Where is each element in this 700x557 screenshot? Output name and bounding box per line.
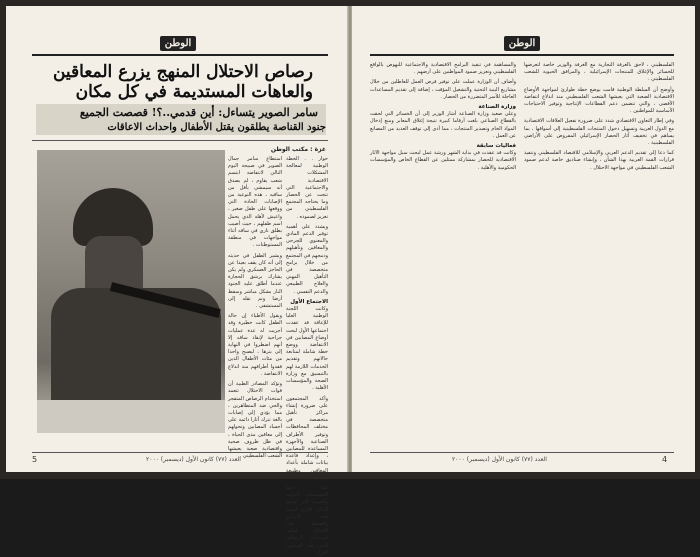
issue-footer: العدد (٧٧) كانون الأول (ديسمبر) ٢٠٠٠ xyxy=(146,456,241,463)
soldier-photo xyxy=(37,150,225,433)
article-column-left xyxy=(370,62,516,446)
paragraph: وأوضح أن السلطة الوطنية قامت بوضع خطة طوارئ لمواجهة الأوضاع الاقتصادية الصعبة التي يعيشها الشعب الفلسطيني منذ اندلاع انتفاضة الأقصى ، والتي تتضمن دعم القطاعات الإنتاجية وتوفير الاحتياجات الأساسية للمواطنين . xyxy=(524,86,674,115)
paragraph: ويشدد على أهمية توفير الدعم المادي والمعنوي للجرحى والمعاقين وتأهيلهم ودمجهم في المجتمع من خلال برامج متخصصة في التأهيل المهني والعلاج الطبيعي والدعم النفسي . xyxy=(285,223,328,295)
paragraph: وتؤكد المصادر الطبية أن قوات الاحتلال تتعمد استخدام الرصاص المتفجر والحي ضد المتظاهرين ، مما يؤدي إلى إصابات بالغة تترك آثارا دائمة على أجساد المصابين وتحولهم إلى معاقين مدى الحياة ، في ظل ظروف صحية واقتصادية صعبة يعيشها الشعب الفلسطيني . xyxy=(228,381,282,460)
paragraph: استطاع سامر جمال الصوير في صبيحة اليوم التالي لانتفاضة ابتسم شعب يقاوم ، لم يصدق أنه سيمشي بأقل من ساقيه ، هذه النوعية من الإصابات الحادة التي ووقعها على طفل صغير ، واعيش لأهله الذي يحمل اسم طفلهم ، حيث أصيب بطلق ناري في ساقه أثناء مواجهات في منطقة المستوطنات . xyxy=(228,156,282,249)
magazine-logo: الوطن xyxy=(160,36,196,51)
magazine-logo: الوطن xyxy=(504,36,540,51)
header-rule xyxy=(370,54,674,56)
section-heading: وزارة الصناعة xyxy=(478,104,516,111)
paragraph: ويقول الأطباء إن حالة الطفل كانت خطيرة وقد أجريت له عدة عمليات جراحية لإنقاذ ساقه إلا أنهم اضطروا في النهاية إلى بترها ، ليصبح واحدا من مئات الأطفال الذين فقدوا أطرافهم منذ اندلاع الانتفاضة . xyxy=(228,313,282,377)
footer-rule xyxy=(370,452,674,453)
article-byline: غزة : مكتب الوطن xyxy=(270,146,326,153)
article-subhead-1: سامر الصوير يتساءل: أين قدمي..؟! قصصت الجميع xyxy=(79,106,318,119)
section-heading: فعاليات سابقة xyxy=(476,143,516,150)
paragraph: كما دعوا المؤسسات الدولية والعربية إلى تقديم الدعم اللازم لتنفيذ هذه البرامج والضغط على الاحتلال لوقف استخدام الرصاص الحي ضد المدنيين العزل . xyxy=(286,484,328,556)
right-page xyxy=(352,6,695,472)
subhead-rule xyxy=(32,140,328,141)
paragraph: ويشير الطفل في حديثه إلى أنه كان يقف بعيدا عن الحاجز العسكري ولم يكن يشارك برشق الحجارة عندما أطلق عليه الجنود النار بشكل مباشر وسقط أرضا وتم نقله إلى المستشفى . xyxy=(228,252,282,310)
page-number: 4 xyxy=(662,455,668,464)
section-heading: الاجتماع الأول xyxy=(290,298,328,305)
paragraph: وفي إطار التعاون الاقتصادي شدد على ضرورة تفعيل العلاقات الاقتصادية مع الدول العربية وتسهيل دخول المنتجات الفلسطينية إلى أسواقها ، بما يساهم في تخفيف آثار الحصار الإسرائيلي المفروض على الأراضي الفلسطينية . xyxy=(524,118,674,147)
page-number: 5 xyxy=(32,455,38,464)
header-rule xyxy=(32,54,328,56)
article-headline: رصاص الاحتلال المنهج يزرع المعاقين والعاهات المستديمة في كل مكان xyxy=(52,62,313,102)
paragraph: الفلسطيني ، لاحق بالغرفة التجارية مع الغرفة والوزير خاصة لتعرضها للخسائر والإغلاق للمنتجات الإسرائيلية ، والمرافق الحيوية للشعب الفلسطيني . xyxy=(524,62,674,83)
paragraph: والمساهمة في تنفيذ البرامج الاقتصادية والاجتماعية للنهوض بالواقع الفلسطيني وتعزيز صمود المواطنين على أرضهم . xyxy=(370,62,516,76)
left-page xyxy=(6,6,349,556)
paragraph: وأضاف أن الوزارة عملت على توفير فرص العمل للعاطلين من خلال مشاريع البنية التحتية والتشغيل المؤقت ، إضافة إلى تقديم المساعدات العاجلة للأسر المتضررة من الحصار . xyxy=(370,79,516,100)
footer-rule xyxy=(32,452,328,453)
paragraph: وعلى صعيد وزارة الصناعة أشار الوزير إلى أن الخسائر التي لحقت بالقطاع الصناعي بلغت أرقاما كبيرة نتيجة إغلاق المعابر ومنع إدخال المواد الخام وتصدير المنتجات ، مما أدى إلى توقف العديد من المصانع عن العمل . xyxy=(370,111,516,139)
paragraph: وكانت قد عقدت في بداية الشهر ورشة عمل لبحث سبل مواجهة الآثار الاقتصادية للحصار بمشاركة ممثلين عن القطاع الخاص والمؤسسات الحكومية والأهلية . xyxy=(370,150,516,171)
article-subhead-2: جنود القناصة يطلقون يقتل الأطفال واحداث الاعاقات xyxy=(107,122,326,133)
paragraph: كما دعا إلى تقديم الدعم العربي والإسلامي للاقتصاد الفلسطيني وتنفيذ قرارات القمة العربية بهذا الشأن ، وإنشاء صناديق خاصة لدعم صمود الشعب الفلسطيني في مواجهة الاحتلال . xyxy=(524,150,674,171)
article-column-middle xyxy=(228,156,282,460)
issue-footer: العدد (٧٧) كانون الأول (ديسمبر) ٢٠٠٠ xyxy=(452,456,547,463)
article-column-right xyxy=(524,62,674,446)
article-column-right xyxy=(285,156,328,556)
photo-ground xyxy=(37,400,225,433)
paragraph: وكانت اللجنة الوطنية العليا للإعاقة قد عقدت اجتماعها الأول لبحث أوضاع المصابين في الانتفاضة ووضع خطة شاملة لمتابعة حالاتهم وتقديم الخدمات اللازمة لهم بالتنسيق مع وزارة الصحة والمؤسسات الأهلية . xyxy=(286,306,328,392)
paragraph: وأكد المجتمعون على ضرورة إنشاء مراكز تأهيل متخصصة في مختلف المحافظات وتوفير الأطراف الصناعية والأجهزة المساعدة للمصابين ، وإعداد قاعدة بيانات شاملة بأعداد المعاقين وطبيعة إصاباتهم . xyxy=(286,395,328,481)
paragraph: حوار . . الخطة الوطنية لمعالجة المشكلات الاقتصادية والاجتماعية التي نتجت عن الحصار وما يحتاجه المجتمع الفلسطيني من تعزيز لصموده . xyxy=(286,156,328,220)
